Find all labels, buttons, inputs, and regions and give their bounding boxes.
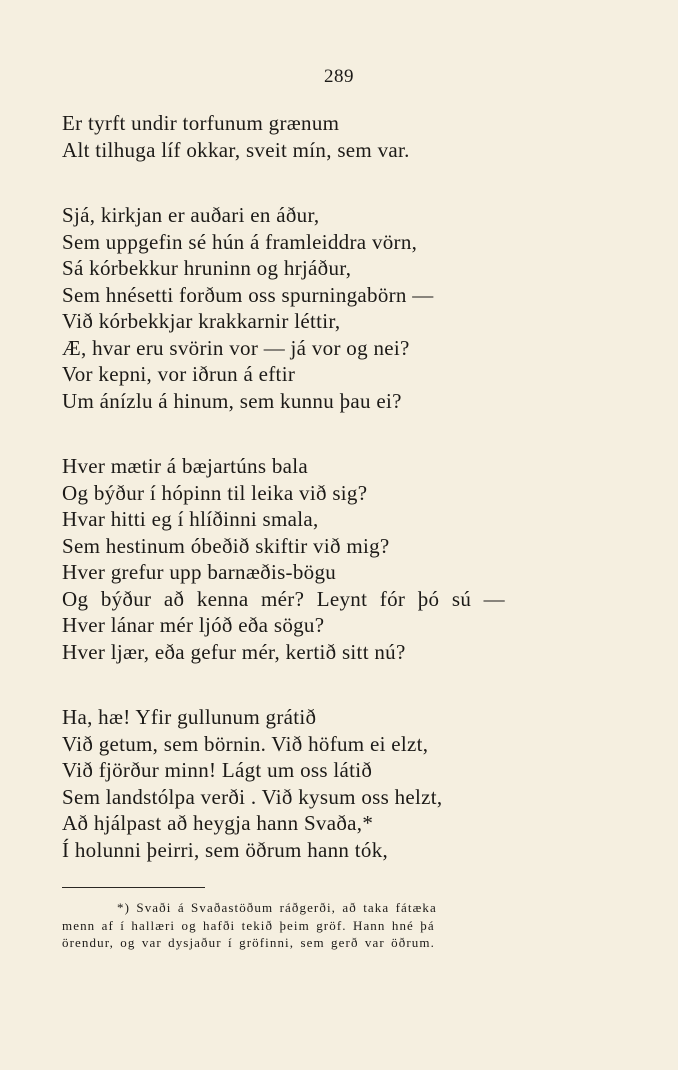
stanza: [62, 202, 434, 414]
stanza: [62, 110, 410, 163]
verse-line: Sem hestinum óbeðið skiftir við mig?: [62, 533, 390, 558]
verse-line: Er tyrft undir torfunum grænum: [62, 111, 340, 135]
verse-line: Sem uppgefin sé hún á framleiddra vörn,: [62, 229, 418, 254]
verse-line: Alt tilhuga líf okkar, sveit mín, sem var.: [62, 137, 410, 162]
verse-line: Að hjálpast að heygja hann Svaða,*: [62, 811, 374, 835]
footnote-line: *) Svaði á Svaðastöðum ráðgerði, að taka fátæka: [117, 900, 437, 915]
verse-line: Við getum, sem börnin. Við höfum ei elzt,: [62, 731, 429, 756]
verse-line: Hver ljær, eða gefur mér, kertið sitt nú?: [62, 639, 406, 664]
verse-line: Í holunni þeirri, sem öðrum hann tók,: [62, 837, 389, 862]
stanza: [62, 704, 442, 863]
verse-line: Hver grefur upp barnæðis-bögu: [62, 560, 337, 584]
footnote: [62, 899, 597, 952]
verse-line: Hver lánar mér ljóð eða sögu?: [62, 613, 325, 637]
verse-line: Um ánízlu á hinum, sem kunnu þau ei?: [62, 388, 402, 413]
verse-line: Við kórbekkjar krakkarnir léttir,: [62, 309, 341, 333]
stanza: [62, 453, 505, 665]
footnote-line: örendur, og var dysjaður í gröfinni, sem gerð var öðrum.: [62, 935, 435, 950]
verse-line: Og býður að kenna mér? Leynt fór þó sú —: [62, 586, 505, 611]
verse-line: Æ, hvar eru svörin vor — já vor og nei?: [62, 335, 410, 360]
verse-line: Og býður í hópinn til leika við sig?: [62, 480, 368, 505]
verse-line: Sjá, kirkjan er auðari en áður,: [62, 203, 320, 227]
verse-line: Vor kepni, vor iðrun á eftir: [62, 362, 296, 386]
page-number: 289: [324, 66, 354, 87]
verse-line: Ha, hæ! Yfir gullunum grátið: [62, 705, 317, 729]
verse-line: Hvar hitti eg í hlíðinni smala,: [62, 507, 319, 531]
verse-line: Sem landstólpa verði . Við kysum oss helzt,: [62, 784, 443, 809]
verse-line: Hver mætir á bæjartúns bala: [62, 454, 309, 478]
footnote-divider: [62, 887, 205, 888]
footnote-line: menn af í hallæri og hafði tekið þeim gröf. Hann hné þá: [62, 917, 435, 933]
verse-line: Sá kórbekkur hruninn og hrjáður,: [62, 256, 352, 280]
verse-line: Við fjörður minn! Lágt um oss látið: [62, 758, 373, 782]
verse-line: Sem hnésetti forðum oss spurningabörn —: [62, 282, 434, 307]
